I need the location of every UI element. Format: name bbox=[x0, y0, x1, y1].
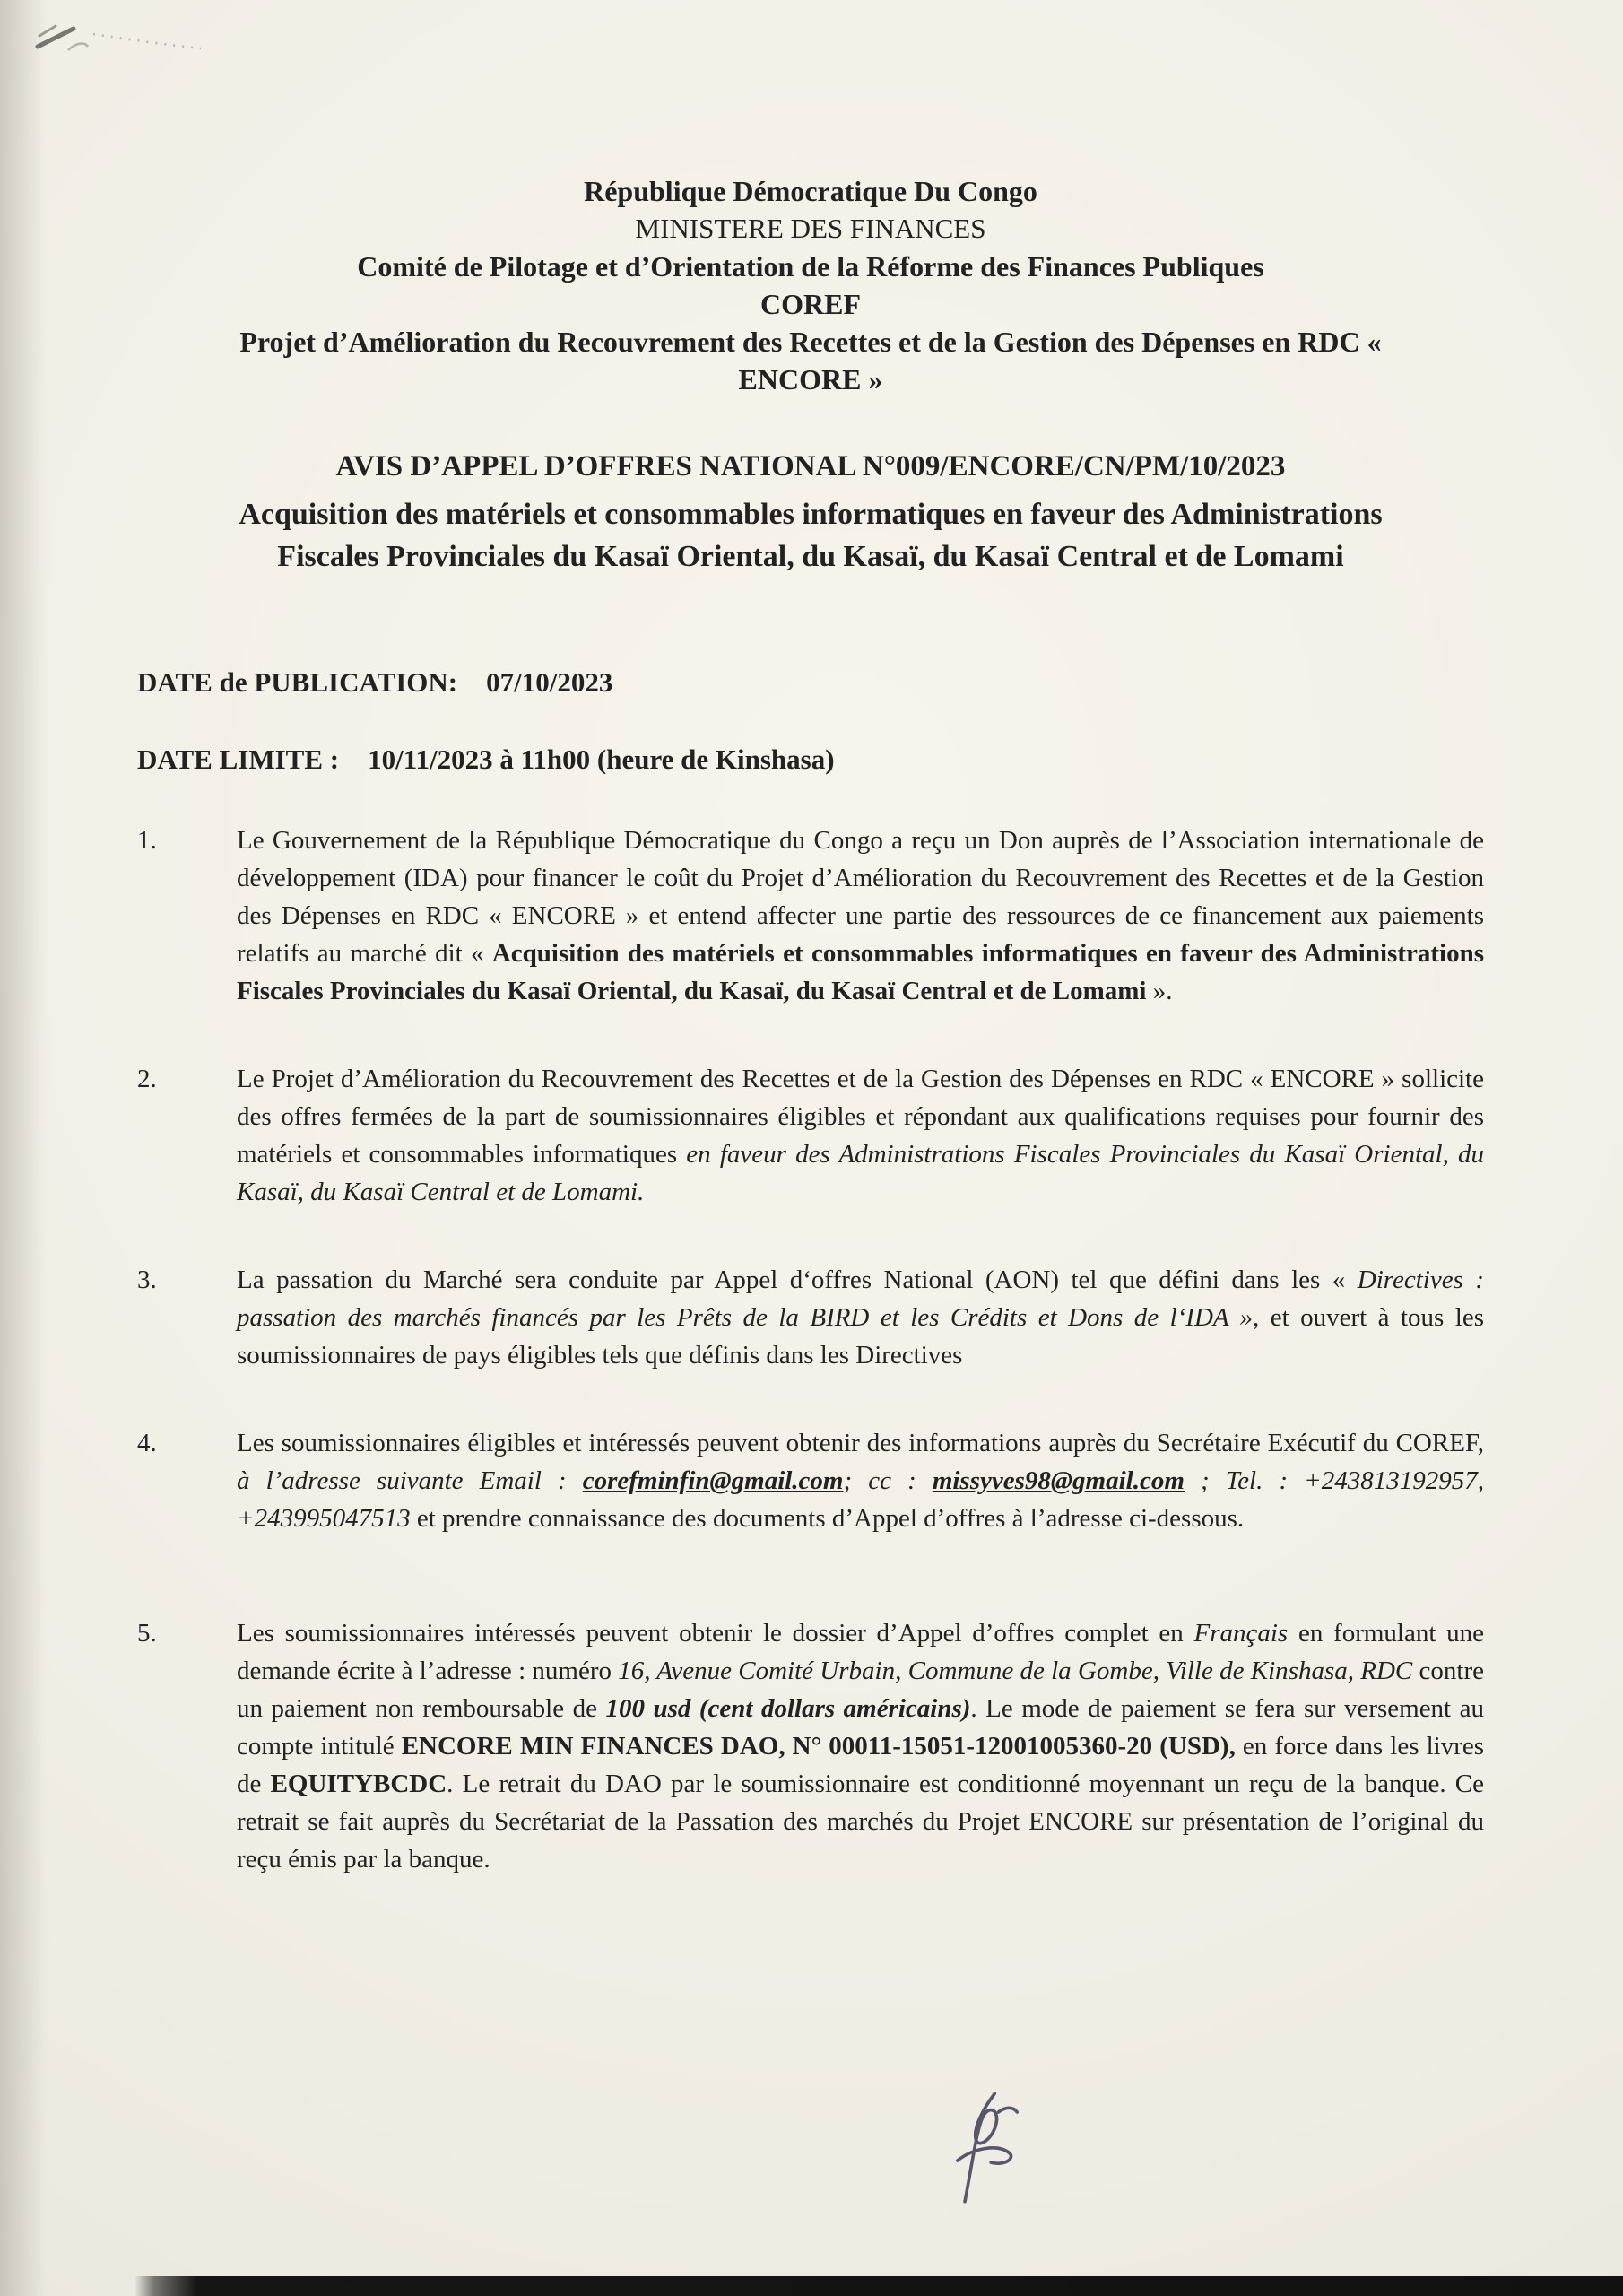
header-block bbox=[192, 172, 1429, 398]
item-text bbox=[237, 1614, 1484, 1878]
text-segment: Le Gouvernement de la République Démocratique du Congo a reçu un Don auprès de l’Association internationale de développement (IDA) pour financer le coût du Projet d’Amélioration du Recouvrement des Recettes et de la Gestion des Dépenses en RDC « ENCORE » et entend affecter une partie des ressources de ce financement aux paiements relatifs au marché dit « bbox=[237, 826, 1484, 968]
numbered-list bbox=[137, 822, 1484, 1878]
text-segment: Acquisition des matériels et consommables informatiques en faveur des Administrations Fiscales Provinciales du Kasaï Oriental, du Kasaï, du Kasaï Central et de Lomami bbox=[237, 939, 1484, 1005]
header-line-coref: COREF bbox=[760, 288, 861, 320]
notice-title: AVIS D’APPEL D’OFFRES NATIONAL N°009/ENCORE/CN/PM/10/2023 bbox=[335, 450, 1286, 483]
text-segment: Le Projet d’Amélioration du Recouvrement des Recettes et de la Gestion des Dépenses en RDC « ENCORE » sollicite des offres fermées de la part de soumissionnaires éligibles et répondant aux qualifications requises pour fournir des matériels et consommables informatiques bbox=[237, 1065, 1484, 1169]
header-line-country: République Démocratique Du Congo bbox=[584, 175, 1037, 207]
notice-subtitle: Acquisition des matériels et consommables informatiques en faveur des Administrations Fiscales Provinciales du Kasaï Oriental, du Kasaï, du Kasaï Central et de Lomami bbox=[239, 498, 1383, 573]
text-segment: contre un paiement non remboursable de bbox=[237, 1657, 1484, 1723]
item-number: 3. bbox=[137, 1265, 157, 1294]
item-text bbox=[237, 1060, 1484, 1211]
text-segment: ; Tel. : +243813192957, +243995047513 bbox=[237, 1466, 1485, 1533]
text-segment: à l’adresse suivante Email : bbox=[237, 1466, 583, 1495]
item-text bbox=[237, 822, 1484, 1010]
list-item bbox=[137, 1060, 1484, 1211]
header-line-committee: Comité de Pilotage et d’Orientation de la Réforme des Finances Publiques bbox=[357, 250, 1264, 283]
dates-block bbox=[137, 664, 1484, 778]
header-line-ministry: MINISTERE DES FINANCES bbox=[635, 213, 986, 244]
item-number: 5. bbox=[137, 1619, 157, 1648]
item-text bbox=[237, 1424, 1484, 1537]
text-segment: 16, Avenue Comité Urbain, Commune de la Gombe, Ville de Kinshasa, RDC bbox=[618, 1657, 1419, 1685]
text-segment: en force dans les livres de bbox=[237, 1732, 1485, 1798]
header-line-project: Projet d’Amélioration du Recouvrement des Recettes et de la Gestion des Dépenses en RDC « ENCORE » bbox=[239, 326, 1382, 396]
text-segment: et prendre connaissance des documents d’Appel d’offres à l’adresse ci-dessous. bbox=[416, 1504, 1245, 1533]
item-number: 1. bbox=[137, 826, 157, 855]
list-item bbox=[137, 1424, 1484, 1537]
text-segment: en faveur des Administrations Fiscales Provinciales du Kasaï Oriental, du Kasaï, du Kasaï Central et de Lomami. bbox=[237, 1140, 1484, 1206]
deadline-date-value: 10/11/2023 à 11h00 (heure de Kinshasa) bbox=[368, 744, 835, 775]
email-link-text: corefminfin@gmail.com bbox=[582, 1466, 844, 1495]
publication-date-value: 07/10/2023 bbox=[486, 666, 613, 698]
text-segment: EQUITYBCDC bbox=[270, 1770, 447, 1798]
publication-date-label: DATE de PUBLICATION: bbox=[137, 666, 458, 698]
text-segment: . Le retrait du DAO par le soumissionnaire est conditionné moyennant un reçu de la banque. Ce retrait se fait auprès du Secrétariat de la Passation des marchés du Projet ENCORE sur présentation de l’original du reçu émis par la banque. bbox=[237, 1770, 1485, 1874]
text-segment: . Le mode de paiement se fera sur versement au compte intitulé bbox=[237, 1694, 1484, 1761]
item-number: 2. bbox=[137, 1065, 157, 1093]
text-segment: Directives : passation des marchés financés par les Prêts de la BIRD et les Crédits et Dons de l‘IDA », bbox=[237, 1265, 1484, 1332]
list-item bbox=[137, 822, 1484, 1010]
text-segment: ; cc : bbox=[843, 1466, 933, 1495]
text-segment: Français bbox=[1193, 1619, 1298, 1648]
text-segment: La passation du Marché sera conduite par Appel d‘offres National (AON) tel que défini dans les « bbox=[237, 1265, 1358, 1294]
item-number: 4. bbox=[137, 1429, 157, 1457]
text-segment: et ouvert à tous les soumissionnaires de pays éligibles tels que définis dans les Directives bbox=[237, 1303, 1484, 1370]
publication-date-line bbox=[137, 664, 1484, 701]
text-segment: Les soumissionnaires éligibles et intéressés peuvent obtenir des informations auprès du Secrétaire Exécutif du COREF, bbox=[237, 1429, 1484, 1457]
text-segment: en formulant une demande écrite à l’adresse : numéro bbox=[237, 1619, 1485, 1685]
scan-bottom-bar bbox=[135, 2276, 1623, 2296]
list-item bbox=[137, 1261, 1484, 1374]
deadline-date-line bbox=[137, 741, 1484, 778]
text-segment: ». bbox=[1146, 977, 1173, 1005]
item-text bbox=[237, 1261, 1484, 1374]
deadline-date-label: DATE LIMITE : bbox=[137, 744, 340, 775]
text-segment: 100 usd (cent dollars américains) bbox=[605, 1694, 971, 1723]
list-item bbox=[137, 1614, 1484, 1878]
handwritten-signature bbox=[934, 2088, 1042, 2209]
email-link-text: missyves98@gmail.com bbox=[932, 1466, 1185, 1495]
text-segment: Les soumissionnaires intéressés peuvent obtenir le dossier d’Appel d’offres complet en bbox=[237, 1619, 1194, 1648]
text-segment: ENCORE MIN FINANCES DAO, N° 00011-15051-12001005360-20 (USD), bbox=[401, 1732, 1243, 1761]
